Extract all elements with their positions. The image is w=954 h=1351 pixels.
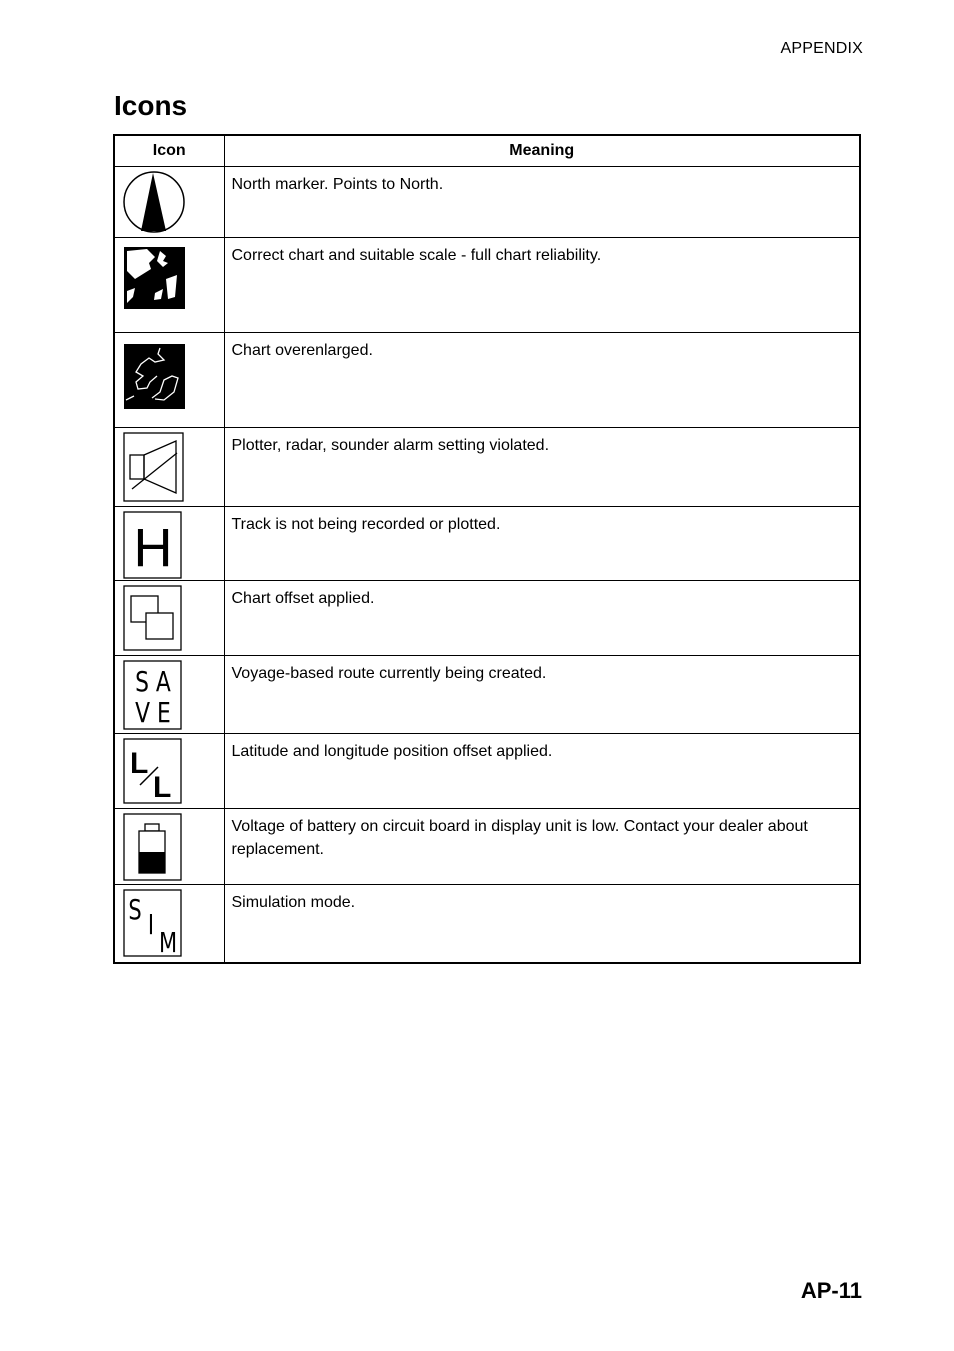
icon-meaning: Simulation mode. bbox=[224, 885, 860, 963]
table-row bbox=[114, 238, 860, 333]
track-hold-icon bbox=[122, 510, 186, 580]
table-row bbox=[114, 734, 860, 809]
chart-offset-icon bbox=[122, 584, 186, 652]
icon-meaning: Chart offset applied. bbox=[224, 581, 860, 656]
icon-cell bbox=[114, 333, 224, 428]
svg-text:V E: V E bbox=[135, 696, 171, 729]
svg-text:S A: S A bbox=[135, 665, 171, 698]
table-row bbox=[114, 167, 860, 238]
icon-cell bbox=[114, 734, 224, 809]
svg-text:S: S bbox=[128, 892, 142, 926]
icon-cell bbox=[114, 656, 224, 734]
chart-overenlarged-icon bbox=[122, 336, 186, 416]
icon-meaning: Track is not being recorded or plotted. bbox=[224, 507, 860, 581]
position-offset-icon bbox=[122, 737, 186, 807]
svg-text:M: M bbox=[158, 925, 178, 958]
table-row bbox=[114, 809, 860, 885]
svg-text:I: I bbox=[147, 907, 155, 941]
table-row bbox=[114, 428, 860, 507]
table-row bbox=[114, 333, 860, 428]
icon-cell bbox=[114, 885, 224, 963]
table-row bbox=[114, 507, 860, 581]
column-header-meaning: Meaning bbox=[224, 135, 860, 167]
icon-meaning: Voyage-based route currently being created. bbox=[224, 656, 860, 734]
icons-table bbox=[113, 134, 861, 964]
icon-cell bbox=[114, 809, 224, 885]
save-route-icon bbox=[122, 659, 186, 731]
icon-meaning: Latitude and longitude position offset applied. bbox=[224, 734, 860, 809]
icon-meaning: Chart overenlarged. bbox=[224, 333, 860, 428]
table-row bbox=[114, 656, 860, 734]
icon-meaning: Correct chart and suitable scale - full chart reliability. bbox=[224, 238, 860, 333]
simulation-mode-icon bbox=[122, 888, 186, 958]
icon-cell bbox=[114, 167, 224, 238]
icon-meaning: Plotter, radar, sounder alarm setting violated. bbox=[224, 428, 860, 507]
icon-cell bbox=[114, 428, 224, 507]
table-row bbox=[114, 581, 860, 656]
column-header-icon: Icon bbox=[114, 135, 224, 167]
icon-meaning: North marker. Points to North. bbox=[224, 167, 860, 238]
svg-text:H: H bbox=[133, 518, 173, 578]
icon-meaning: Voltage of battery on circuit board in display unit is low. Contact your dealer about replacement. bbox=[224, 809, 860, 885]
svg-text:L: L bbox=[153, 771, 172, 804]
low-battery-icon bbox=[122, 812, 186, 882]
icon-cell bbox=[114, 507, 224, 581]
page-number: AP-11 bbox=[800, 1278, 862, 1303]
north-marker-icon bbox=[122, 170, 186, 234]
svg-text:L: L bbox=[130, 747, 149, 780]
section-title: Icons bbox=[114, 90, 188, 121]
table-row bbox=[114, 885, 860, 963]
running-head: APPENDIX bbox=[780, 40, 863, 57]
icon-cell bbox=[114, 238, 224, 333]
alarm-violated-icon bbox=[122, 431, 186, 503]
chart-reliability-icon bbox=[122, 241, 186, 311]
icon-cell bbox=[114, 581, 224, 656]
table-header-row bbox=[114, 135, 860, 167]
